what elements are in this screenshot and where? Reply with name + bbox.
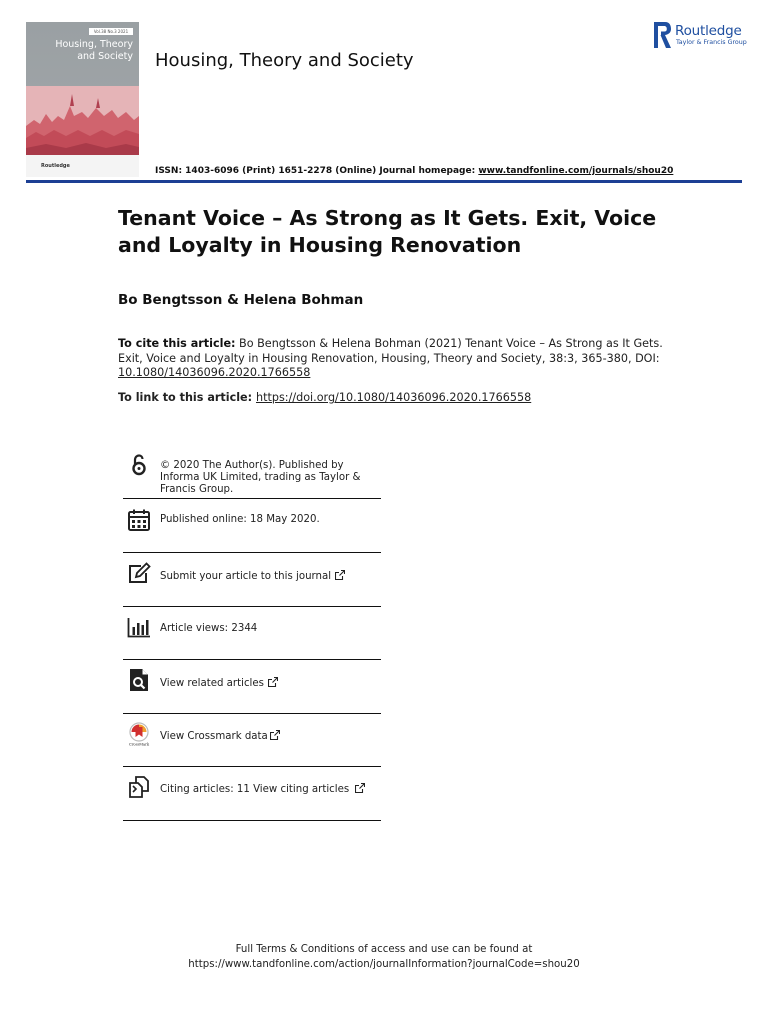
publisher-name: Routledge — [675, 23, 742, 39]
list-item-views — [123, 607, 381, 660]
published-date-text: Published online: 18 May 2020. — [160, 514, 320, 525]
citing-articles-link[interactable]: Citing articles: 11 View citing articles — [160, 783, 365, 796]
citing-articles-icon — [127, 775, 151, 799]
article-authors: Bo Bengtsson & Helena Bohman — [118, 292, 364, 308]
external-link-icon — [268, 677, 278, 687]
journal-name: Housing, Theory and Society — [155, 50, 414, 71]
list-item-submit[interactable] — [123, 553, 381, 607]
list-item-related[interactable] — [123, 660, 381, 714]
crossmark-link[interactable]: View Crossmark data — [160, 730, 280, 743]
cover-publisher-mark: Routledge — [41, 163, 70, 169]
publisher-subtitle: Taylor & Francis Group — [676, 39, 747, 46]
issn-line — [155, 166, 673, 176]
citation-block — [118, 337, 678, 381]
external-link-icon — [335, 570, 345, 580]
submit-article-link[interactable]: Submit your article to this journal — [160, 570, 345, 583]
external-link-icon — [355, 783, 365, 793]
article-link-block — [118, 391, 678, 406]
license-text: © 2020 The Author(s). Published by Informa UK Limited, trading as Taylor & Francis Group. — [160, 460, 361, 495]
cover-footer — [26, 155, 139, 177]
link-label: To link to this article: — [118, 391, 256, 404]
article-title: Tenant Voice – As Strong as It Gets. Exit, Voice and Loyalty in Housing Renovation — [118, 206, 657, 257]
list-item-crossmark[interactable] — [123, 714, 381, 767]
cite-text: Bo Bengtsson & Helena Bohman (2021) Tenant Voice – As Strong as It Gets. Exit, Voice and Loyalty in Housing Renovation, Housing, Theory and Society, 38:3, 365-380, DOI: — [118, 337, 663, 365]
article-url-link[interactable]: https://doi.org/10.1080/14036096.2020.1766558 — [256, 391, 532, 404]
bar-chart-icon — [127, 615, 151, 639]
crossmark-icon — [127, 722, 151, 746]
issn-text: ISSN: 1403-6096 (Print) 1651-2278 (Online) Journal homepage: — [155, 166, 479, 176]
routledge-logo[interactable] — [654, 22, 746, 50]
header-rule — [26, 180, 742, 183]
list-item-published — [123, 499, 381, 553]
routledge-r-icon — [654, 22, 672, 48]
journal-cover — [26, 22, 139, 177]
article-views-text: Article views: 2344 — [160, 623, 258, 634]
doi-link[interactable]: 10.1080/14036096.2020.1766558 — [118, 366, 311, 379]
cover-artwork — [26, 86, 139, 162]
terms-url[interactable]: https://www.tandfonline.com/action/journalInformation?journalCode=shou20 — [188, 958, 580, 970]
external-link-icon — [270, 730, 280, 740]
terms-footer — [0, 943, 768, 972]
cover-volume-box: Vol.38 No.3 2021 — [89, 28, 133, 35]
cover-title: Housing, Theory and Society — [55, 39, 133, 62]
open-access-icon — [127, 453, 151, 477]
cite-label: To cite this article: — [118, 337, 236, 350]
article-info-list — [123, 449, 381, 821]
journal-homepage-link[interactable]: www.tandfonline.com/journals/shou20 — [478, 166, 674, 176]
crossmark-label: CrossMark — [128, 742, 150, 746]
list-item-citing[interactable] — [123, 767, 381, 821]
edit-icon — [127, 562, 151, 586]
related-articles-link[interactable]: View related articles — [160, 677, 278, 690]
calendar-icon — [127, 508, 151, 532]
terms-text: Full Terms & Conditions of access and use can be found at — [235, 944, 533, 955]
list-item-license — [123, 449, 381, 499]
search-document-icon — [127, 668, 151, 692]
